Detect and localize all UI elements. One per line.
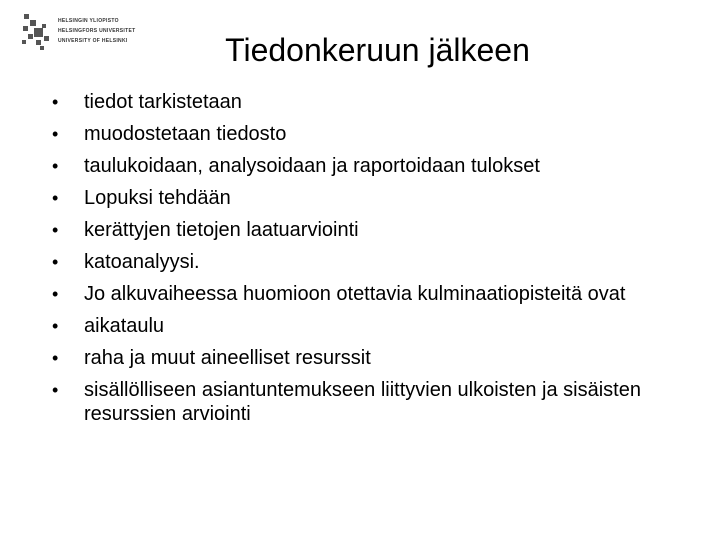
bullet-icon: •	[52, 348, 59, 368]
bullet-icon: •	[52, 220, 59, 240]
bullet-icon: •	[52, 156, 59, 176]
bullet-item	[52, 218, 692, 242]
bullet-text: kerättyjen tietojen laatuarviointi	[84, 219, 359, 241]
bullet-icon: •	[52, 284, 59, 304]
bullet-text: raha ja muut aineelliset resurssit	[84, 347, 371, 369]
bullet-icon: •	[52, 316, 59, 336]
bullet-item	[52, 90, 692, 114]
bullet-icon: •	[52, 380, 59, 400]
bullet-text: Jo alkuvaiheessa huomioon otettavia kulminaatiopisteitä ovat	[84, 283, 626, 305]
bullet-text: tiedot tarkistetaan	[84, 91, 242, 113]
bullet-list	[52, 90, 692, 434]
bullet-text: aikataulu	[84, 315, 165, 337]
bullet-item	[52, 346, 692, 370]
slide-title: Tiedonkeruun jälkeen	[225, 32, 530, 68]
logo-line-en: UNIVERSITY OF HELSINKI	[58, 38, 128, 44]
bullet-item	[52, 186, 692, 210]
bullet-icon: •	[52, 252, 59, 272]
bullet-icon: •	[52, 92, 59, 112]
bullet-icon: •	[52, 124, 59, 144]
bullet-text: katoanalyysi.	[84, 251, 200, 273]
bullet-text: Lopuksi tehdään	[84, 187, 231, 209]
bullet-icon: •	[52, 188, 59, 208]
logo-line-fi: HELSINGIN YLIOPISTO	[58, 18, 119, 24]
bullet-item	[52, 314, 692, 338]
bullet-text: sisällölliseen asiantuntemukseen liittyvien ulkoisten ja sisäisten resurssien arviointi	[84, 379, 641, 425]
bullet-text: taulukoidaan, analysoidaan ja raportoidaan tulokset	[84, 155, 540, 177]
bullet-item	[52, 122, 692, 146]
logo-line-sv: HELSINGFORS UNIVERSITET	[58, 28, 136, 34]
bullet-item	[52, 378, 692, 426]
bullet-item	[52, 282, 692, 306]
bullet-text: muodostetaan tiedosto	[84, 123, 287, 145]
bullet-item	[52, 154, 692, 178]
bullet-item	[52, 250, 692, 274]
